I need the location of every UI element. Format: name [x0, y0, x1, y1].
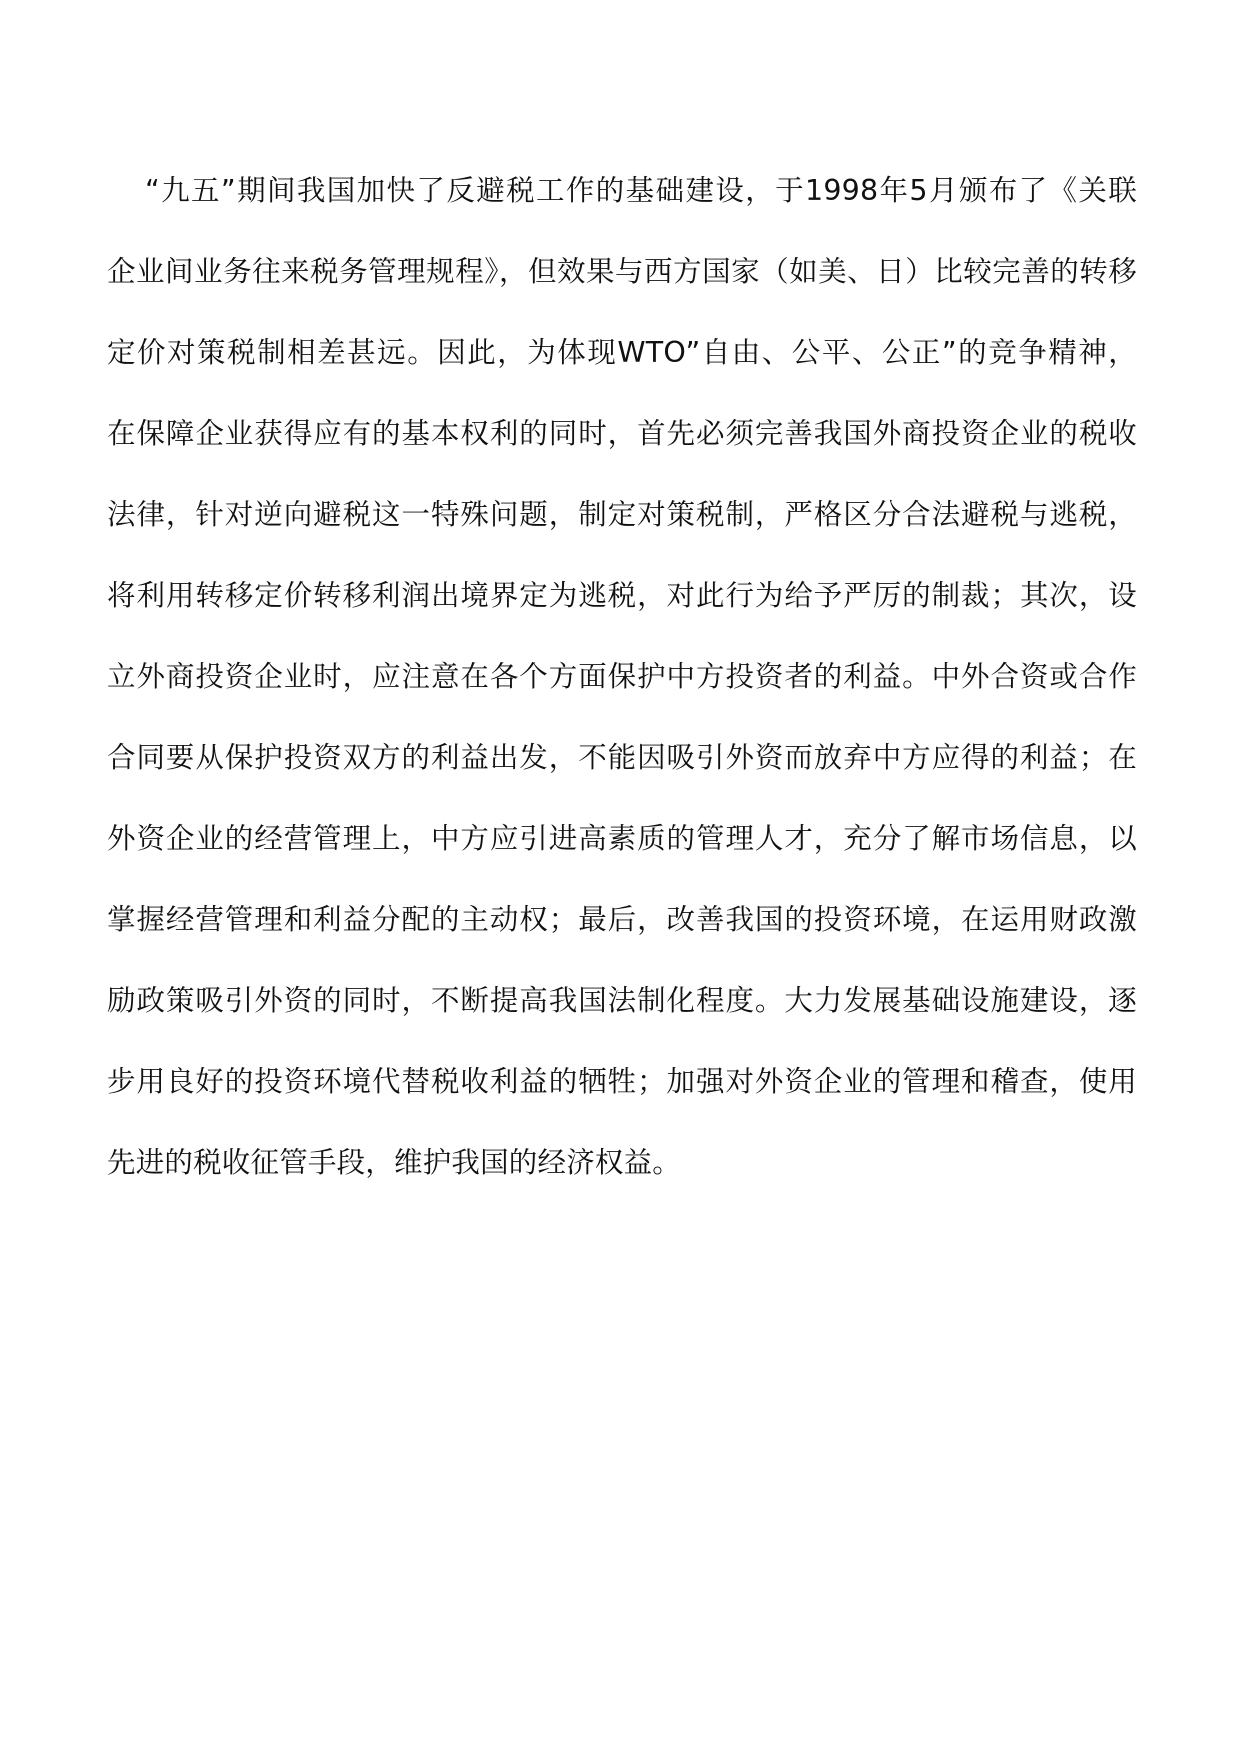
paragraph-line: 在保障企业获得应有的基本权利的同时，首先必须完善我国外商投资企业的税收: [107, 417, 1137, 450]
paragraph-line: 将利用转移定价转移利润出境界定为逃税，对此行为给予严厉的制裁；其次，设: [107, 579, 1137, 612]
paragraph-line: 外资企业的经营管理上，中方应引进高素质的管理人才，充分了解市场信息，以: [107, 822, 1137, 855]
paragraph-line: 合同要从保护投资双方的利益出发，不能因吸引外资而放弃中方应得的利益；在: [107, 741, 1137, 774]
paragraph-line: “九五”期间我国加快了反避税工作的基础建设，于1998年5月颁布了《关联: [145, 174, 1137, 207]
paragraph-line: 先进的税收征管手段，维护我国的经济权益。: [107, 1146, 682, 1179]
paragraph-line: 企业间业务往来税务管理规程》，但效果与西方国家（如美、日）比较完善的转移: [107, 255, 1137, 288]
paragraph-line: 励政策吸引外资的同时，不断提高我国法制化程度。大力发展基础设施建设，逐: [107, 984, 1137, 1017]
paragraph-line: 立外商投资企业时，应注意在各个方面保护中方投资者的利益。中外合资或合作: [107, 660, 1137, 693]
paragraph-line: 步用良好的投资环境代替税收利益的牺牲；加强对外资企业的管理和稽查，使用: [107, 1065, 1137, 1098]
paragraph-line: 定价对策税制相差甚远。因此，为体现WTO”自由、公平、公正”的竞争精神，: [107, 336, 1137, 369]
body-paragraph: [107, 164, 1137, 1217]
paragraph-line: 掌握经营管理和利益分配的主动权；最后，改善我国的投资环境，在运用财政激: [107, 903, 1137, 936]
paragraph-line: 法律，针对逆向避税这一特殊问题，制定对策税制，严格区分合法避税与逃税，: [107, 498, 1137, 531]
